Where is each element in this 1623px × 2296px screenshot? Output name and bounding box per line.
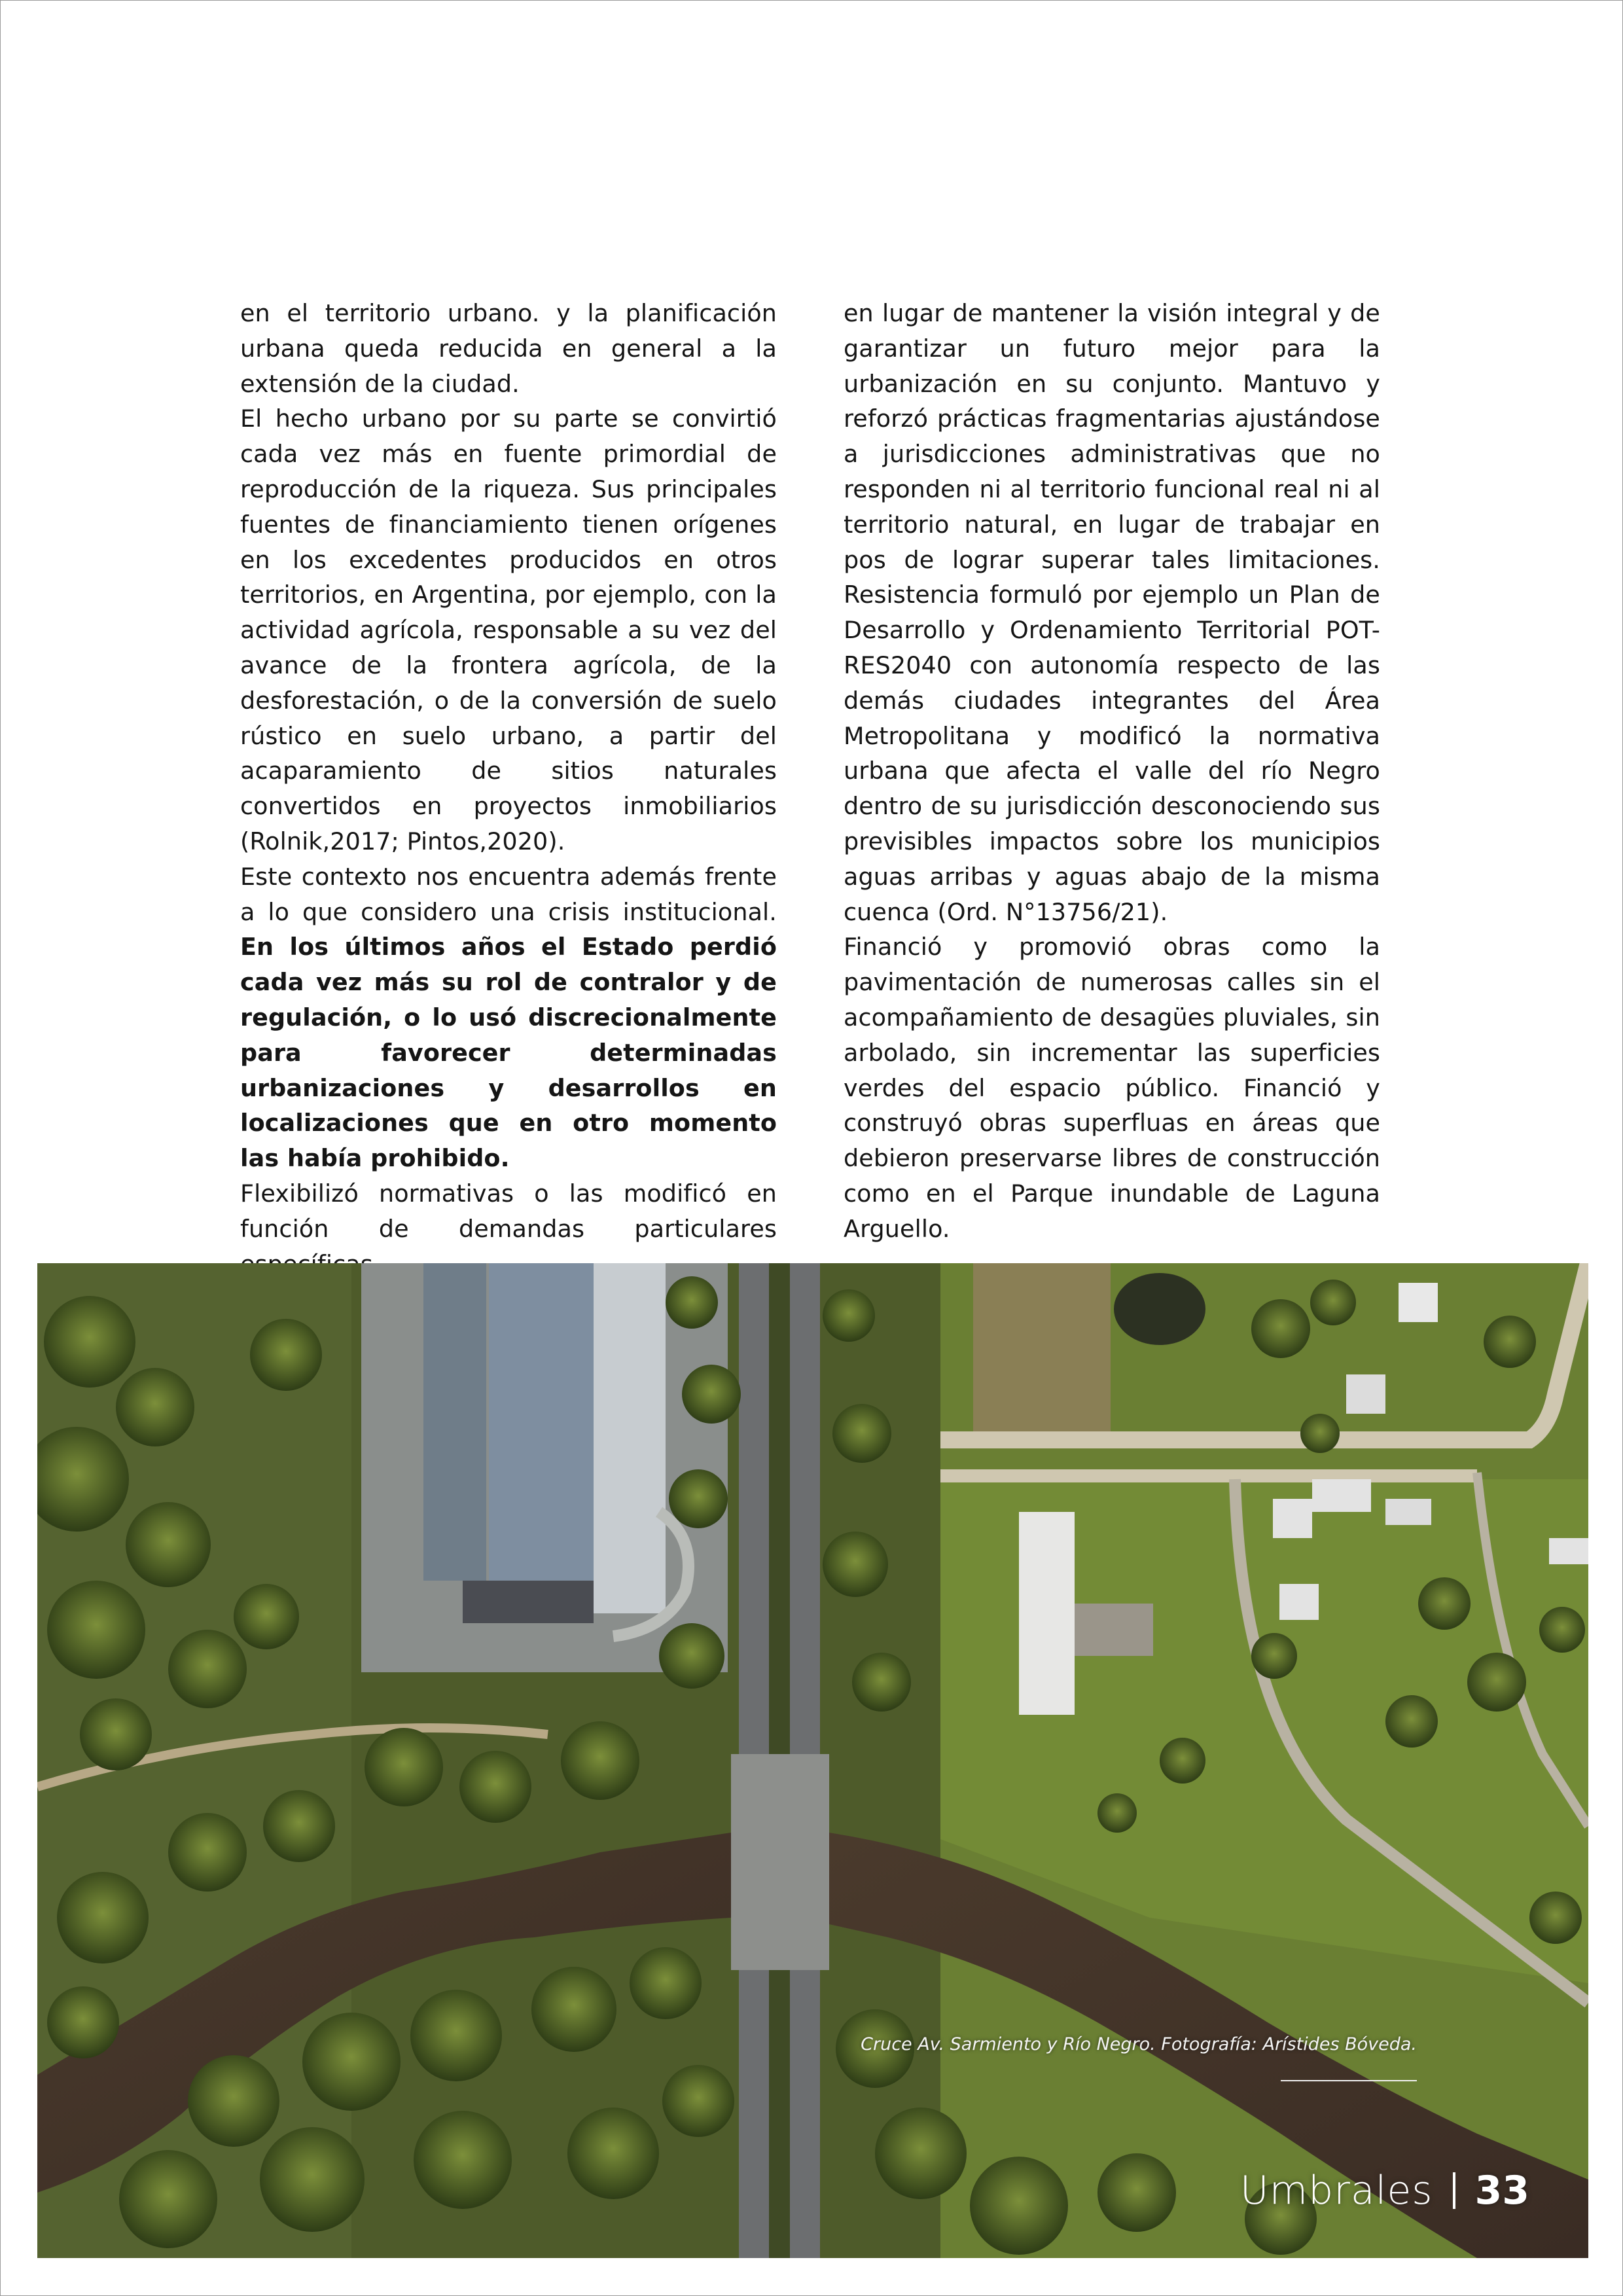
paragraph-intro: Este contexto nos encuentra además frente a lo que considero una crisis institucional.: [240, 862, 777, 926]
paragraph: en lugar de mantener la visión integral y de garantizar un futuro mejor para la urbanización en su conjunto. Mantuvo y reforzó prácticas fragmentarias ajustándose a jurisdicciones administrativas que no responden ni al territorio funcional real ni al territorio natural, en lugar de trabajar en pos de lograr superar tales limitaciones. Resistencia formuló por ejemplo un Plan de Desarrollo y Ordenamiento Territorial POT-RES2040 con autonomía respecto de las demás ciudades integrantes del Área Metropolitana y modificó la normativa urbana que afecta el valle del río Negro dentro de su jurisdicción desconociendo sus previsibles impactos sobre los municipios aguas arribas y aguas abajo de la misma cuenca (Ord. N°13756/21).: [844, 299, 1380, 926]
paragraph: en el territorio urbano. y la planificación urbana queda reducida en general a la extensión de la ciudad.: [240, 299, 777, 398]
page-footer: [1240, 2168, 1529, 2214]
aerial-photo: [37, 1263, 1588, 2258]
paragraph: Flexibilizó normativas o las modificó en función de demandas particulares: [240, 1179, 777, 1243]
paragraph: El hecho urbano por su parte se convirtió cada vez más en fuente primordial de reproducción de la riqueza. Sus principales fuentes de financiamiento tienen orígenes en los excedentes producidos en otros territorios, en Argentina, por ejemplo, con la actividad agrícola, responsable a su vez del avance de la frontera agrícola, de la desforestación, o de la conversión de suelo rústico en suelo urbano, a partir del acaparamiento de sitios naturales convertidos en proyectos inmobiliarios (Rolnik,2017; Pintos,2020).: [240, 404, 777, 855]
paragraph: [240, 859, 777, 1176]
paragraph-emphasis: En los últimos años el Estado perdió cada vez más su rol de contralor y de regulación, o lo usó discrecionalmente para favorecer determinadas urbanizaciones y desarrollos en localizaciones que en otro momento las había prohibido.: [240, 933, 777, 1173]
photo-caption: Cruce Av. Sarmiento y Río Negro. Fotografía: Arístides Bóveda.: [861, 2034, 1417, 2054]
text-column-right: [844, 296, 1380, 1247]
text-column-left: [240, 296, 777, 1282]
paragraph: Financió y promovió obras como la pavimentación de numerosas calles sin el acompañamiento de desagües pluviales, sin arbolado, sin incrementar las superficies verdes del espacio público. Financió y construyó obras superfluas en áreas que debieron preservarse libres de construcción como en el Parque inundable de Laguna Arguello.: [844, 933, 1380, 1243]
aerial-photo-illustration: [37, 1263, 1588, 2258]
page-number: 33: [1474, 2168, 1529, 2214]
caption-underline: [1281, 2080, 1417, 2081]
magazine-name: Umbrales: [1240, 2168, 1433, 2214]
footer-divider: [1453, 2172, 1455, 2209]
